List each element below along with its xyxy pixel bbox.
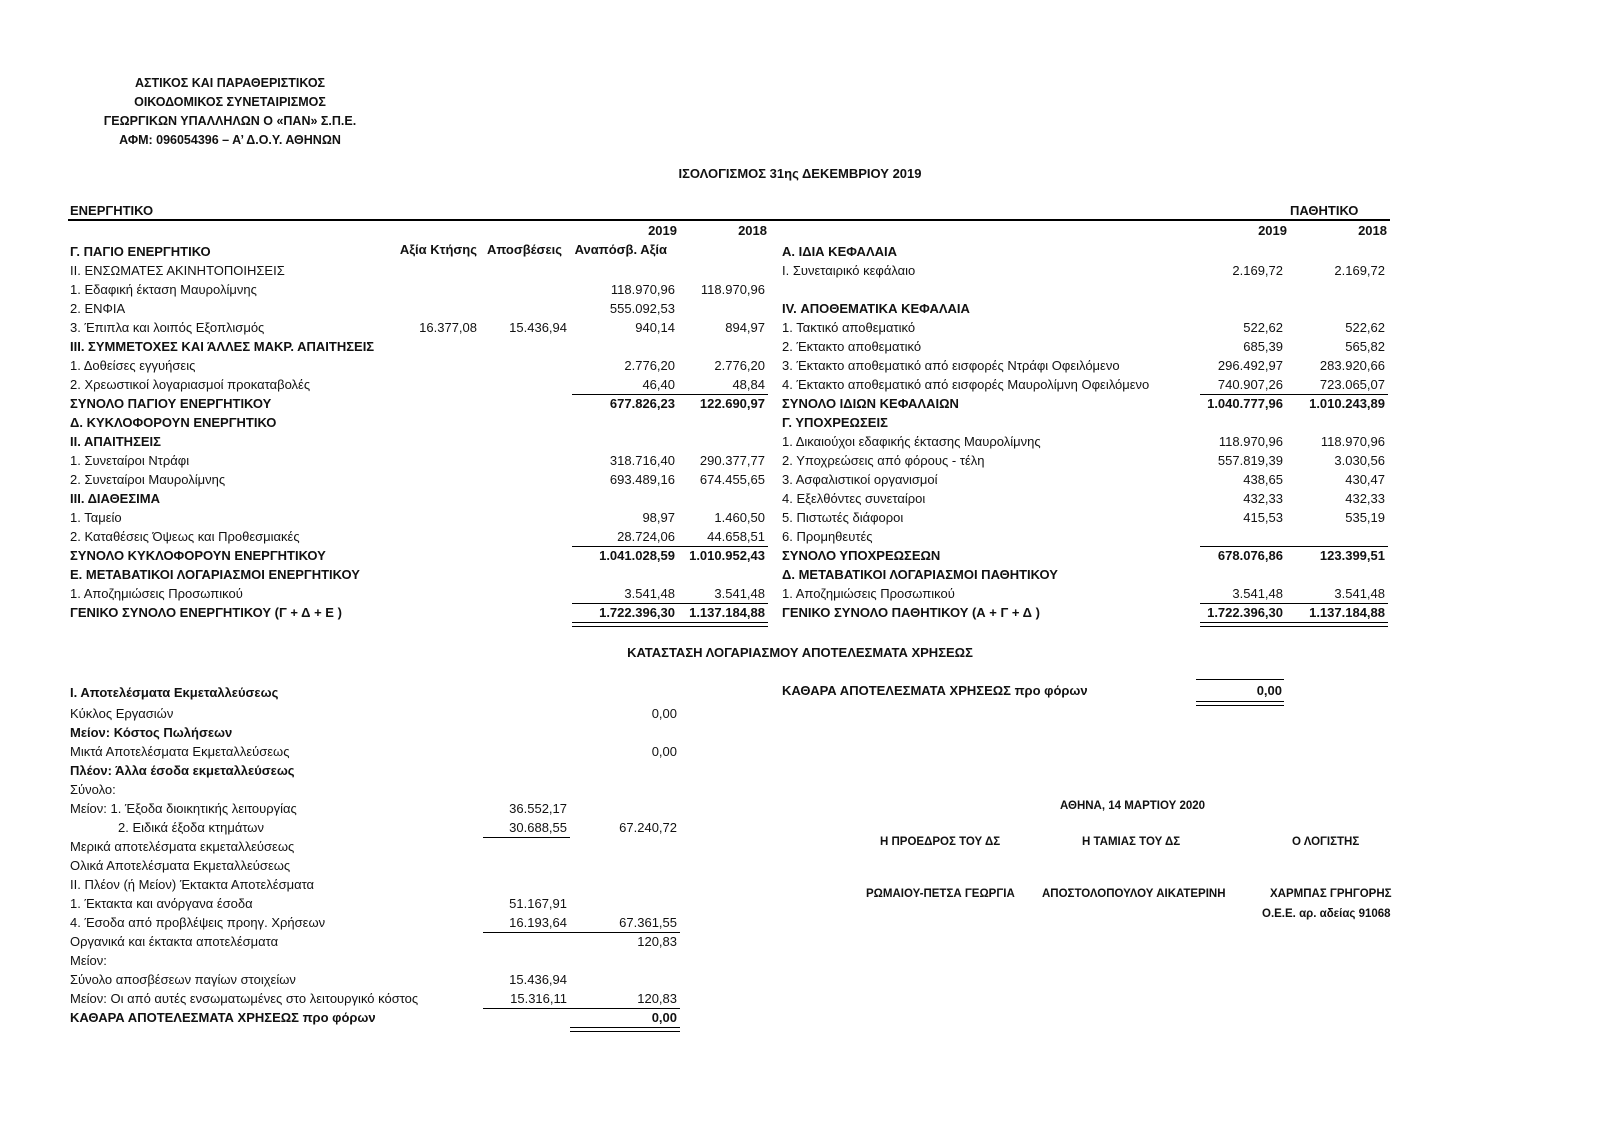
assets-col-acquisition: Αξία Κτήσης xyxy=(399,242,477,257)
income-row-label: Μείον: Κόστος Πωλήσεων xyxy=(70,725,233,740)
liabilities-row-label: 3. Ασφαλιστικοί οργανισμοί xyxy=(782,472,938,487)
income-value-a: 36.552,17 xyxy=(509,801,567,816)
income-row-label: Μικτά Αποτελέσματα Εκμεταλλεύσεως xyxy=(70,744,290,759)
assets-row-label: ΙΙ. ΑΠΑΙΤΗΣΕΙΣ xyxy=(70,434,161,449)
assets-row-label: 3. Έπιπλα και λοιπός Εξοπλισμός xyxy=(70,320,265,335)
liabilities-row-label: 5. Πιστωτές διάφοροι xyxy=(782,510,904,525)
assets-depreciation-value: 15.436,94 xyxy=(509,320,567,335)
income-row-label: Πλέον: Άλλα έσοδα εκμεταλλεύσεως xyxy=(70,763,295,778)
liabilities-total-double-rule xyxy=(1200,622,1388,627)
income-a-rule xyxy=(483,1008,570,1009)
liabilities-subtotal-rule xyxy=(1200,394,1388,395)
assets-value-2019: 2.776,20 xyxy=(624,358,675,373)
liabilities-value-2019: 678.076,86 xyxy=(1217,548,1283,563)
assets-row-label: 1. Εδαφική έκταση Μαυρολίμνης xyxy=(70,282,257,297)
liabilities-row-label: IV. ΑΠΟΘΕΜΑΤΙΚΑ ΚΕΦΑΛΑΙΑ xyxy=(782,301,970,316)
assets-value-2019: 28.724,06 xyxy=(617,529,675,544)
income-row-label: 4. Έσοδα από προβλέψεις προηγ. Χρήσεων xyxy=(70,915,326,930)
assets-total-double-rule xyxy=(572,622,768,627)
income-a-rule xyxy=(483,837,570,838)
assets-value-2019: 693.489,16 xyxy=(609,472,675,487)
liabilities-value-2018: 565,82 xyxy=(1345,339,1385,354)
income-row-label: Κύκλος Εργασιών xyxy=(70,706,174,721)
net-result-top-rule xyxy=(1196,679,1284,680)
income-value-a: 15.436,94 xyxy=(509,972,567,987)
assets-row-label: Δ. ΚΥΚΛΟΦΟΡΟΥΝ ΕΝΕΡΓΗΤΙΚΟ xyxy=(70,415,277,430)
income-a-rule xyxy=(483,932,570,933)
assets-acquisition-value: 16.377,08 xyxy=(419,320,477,335)
liabilities-value-2018: 3.030,56 xyxy=(1334,453,1385,468)
assets-subtotal-rule xyxy=(572,603,768,604)
assets-value-2018: 122.690,97 xyxy=(699,396,765,411)
liabilities-value-2018: 432,33 xyxy=(1345,491,1385,506)
assets-row-label: ΣΥΝΟΛΟ ΠΑΓΙΟΥ ΕΝΕΡΓΗΤΙΚΟΥ xyxy=(70,396,272,411)
liabilities-row-label: 4. Έκτακτο αποθεματικό από εισφορές Μαυρολίμνη Οφειλόμενο xyxy=(782,377,1150,392)
balance-sheet-title: ΙΣΟΛΟΓΙΣΜΟΣ 31ης ΔΕΚΕΜΒΡΙΟΥ 2019 xyxy=(678,166,922,181)
assets-value-2019: 940,14 xyxy=(635,320,675,335)
assets-value-2018: 1.010.952,43 xyxy=(689,548,765,563)
income-value-a: 15.316,11 xyxy=(510,991,567,1006)
assets-value-2018: 3.541,48 xyxy=(714,586,765,601)
assets-row-label: Ε. ΜΕΤΑΒΑΤΙΚΟΙ ΛΟΓΑΡΙΑΣΜΟΙ ΕΝΕΡΓΗΤΙΚΟΥ xyxy=(70,567,360,582)
liabilities-value-2019: 3.541,48 xyxy=(1232,586,1283,601)
liabilities-value-2019: 438,65 xyxy=(1243,472,1283,487)
liabilities-value-2019: 740.907,26 xyxy=(1217,377,1283,392)
assets-subtotal-rule xyxy=(572,546,768,547)
assets-value-2018: 1.460,50 xyxy=(714,510,765,525)
income-value-b: 0,00 xyxy=(651,706,677,721)
income-row-label: Οργανικά και έκτακτα αποτελέσματα xyxy=(70,934,279,949)
assets-value-2018: 290.377,77 xyxy=(699,453,765,468)
assets-col-2019: 2019 xyxy=(648,223,677,238)
net-result-double-rule xyxy=(1196,701,1284,706)
accountant-license: Ο.Ε.Ε. αρ. αδείας 91068 xyxy=(1262,908,1391,920)
assets-value-2018: 674.455,65 xyxy=(699,472,765,487)
org-line-3: ΓΕΩΡΓΙΚΩΝ ΥΠΑΛΛΗΛΩΝ Ο «ΠΑΝ» Σ.Π.Ε. xyxy=(103,114,357,128)
assets-value-2019: 3.541,48 xyxy=(624,586,675,601)
liabilities-row-label: ΣΥΝΟΛΟ ΙΔΙΩΝ ΚΕΦΑΛΑΙΩΝ xyxy=(782,396,959,411)
assets-row-label: Γ. ΠΑΓΙΟ ΕΝΕΡΓΗΤΙΚΟ xyxy=(70,244,211,259)
income-row-label: Μερικά αποτελέσματα εκμεταλλεύσεως xyxy=(70,839,295,854)
name-treasurer: ΑΠΟΣΤΟΛΟΠΟΥΛΟΥ ΑΙΚΑΤΕΡΙΝΗ xyxy=(1042,888,1226,900)
liabilities-row-label: 3. Έκτακτο αποθεματικό από εισφορές Ντράφι Οφειλόμενο xyxy=(782,358,1120,373)
liabilities-value-2018: 3.541,48 xyxy=(1334,586,1385,601)
liabilities-row-label: 6. Προμηθευτές xyxy=(782,529,873,544)
liabilities-row-label: ΣΥΝΟΛΟ ΥΠΟΧΡΕΩΣΕΩΝ xyxy=(782,548,941,563)
assets-value-2019: 1.041.028,59 xyxy=(599,548,675,563)
income-row-label: 2. Ειδικά έξοδα κτημάτων xyxy=(118,820,264,835)
assets-heading: ΕΝΕΡΓΗΤΙΚΟ xyxy=(70,203,154,218)
name-accountant: ΧΑΡΜΠΑΣ ΓΡΗΓΟΡΗΣ xyxy=(1270,888,1392,900)
place-date: ΑΘΗΝΑ, 14 ΜΑΡΤΙΟΥ 2020 xyxy=(1060,800,1206,812)
income-row-label: Σύνολο αποσβέσεων παγίων στοιχείων xyxy=(70,972,296,987)
liabilities-row-label: 2. Έκτακτο αποθεματικό xyxy=(782,339,922,354)
assets-value-2019: 677.826,23 xyxy=(609,396,675,411)
income-value-a: 51.167,91 xyxy=(509,896,567,911)
liabilities-value-2018: 1.010.243,89 xyxy=(1309,396,1385,411)
assets-row-label: 1. Δοθείσες εγγυήσεις xyxy=(70,358,196,373)
organization-header xyxy=(90,74,370,150)
liabilities-value-2019: 1.722.396,30 xyxy=(1207,605,1283,620)
liabilities-value-2019: 522,62 xyxy=(1243,320,1283,335)
org-line-1: ΑΣΤΙΚΟΣ ΚΑΙ ΠΑΡΑΘΕΡΙΣΤΙΚΟΣ xyxy=(134,76,326,90)
assets-value-2019: 555.092,53 xyxy=(609,301,675,316)
assets-subtotal-rule xyxy=(572,394,768,395)
liabilities-value-2019: 1.040.777,96 xyxy=(1207,396,1283,411)
role-accountant: Ο ΛΟΓΙΣΤΗΣ xyxy=(1292,836,1360,848)
income-statement-title: ΚΑΤΑΣΤΑΣΗ ΛΟΓΑΡΙΑΣΜΟΥ ΑΠΟΤΕΛΕΣΜΑΤΑ ΧΡΗΣΕΩΣ xyxy=(627,645,973,660)
assets-col-2018: 2018 xyxy=(738,223,767,238)
liabilities-row-label: 2. Υποχρεώσεις από φόρους - τέλη xyxy=(782,453,985,468)
role-treasurer: Η ΤΑΜΙΑΣ ΤΟΥ ΔΣ xyxy=(1082,836,1181,848)
assets-value-2019: 318.716,40 xyxy=(609,453,675,468)
income-b-rule xyxy=(570,932,680,933)
liabilities-value-2018: 723.065,07 xyxy=(1319,377,1385,392)
liabilities-value-2018: 535,19 xyxy=(1345,510,1385,525)
liabilities-row-label: 1. Δικαιούχοι εδαφικής έκτασης Μαυρολίμνης xyxy=(782,434,1041,449)
liabilities-row-label: Δ. ΜΕΤΑΒΑΤΙΚΟΙ ΛΟΓΑΡΙΑΣΜΟΙ ΠΑΘΗΤΙΚΟΥ xyxy=(782,567,1058,582)
income-row-label: Ι. Αποτελέσματα Εκμεταλλεύσεως xyxy=(70,685,279,700)
org-line-4: ΑΦΜ: 096054396 – Α’ Δ.Ο.Υ. ΑΘΗΝΩΝ xyxy=(119,133,341,147)
liabilities-row-label: ΓΕΝΙΚΟ ΣΥΝΟΛΟ ΠΑΘΗΤΙΚΟΥ (Α + Γ + Δ ) xyxy=(782,605,1040,620)
net-result-value: 0,00 xyxy=(1256,683,1282,698)
assets-value-2019: 98,97 xyxy=(642,510,675,525)
assets-row-label: ΓΕΝΙΚΟ ΣΥΝΟΛΟ ΕΝΕΡΓΗΤΙΚΟΥ (Γ + Δ + Ε ) xyxy=(70,605,342,620)
liabilities-value-2018: 2.169,72 xyxy=(1334,263,1385,278)
liabilities-value-2019: 118.970,96 xyxy=(1218,434,1283,449)
net-result-label: ΚΑΘΑΡΑ ΑΠΟΤΕΛΕΣΜΑΤΑ ΧΡΗΣΕΩΣ προ φόρων xyxy=(782,683,1088,698)
assets-row-label: 1. Ταμείο xyxy=(70,510,122,525)
liabilities-row-label: Α. ΙΔΙΑ ΚΕΦΑΛΑΙΑ xyxy=(782,244,898,259)
income-value-b: 0,00 xyxy=(651,744,677,759)
liabilities-row-label: Ι. Συνεταιρικό κεφάλαιο xyxy=(782,263,916,278)
income-row-label: Μείον: 1. Έξοδα διοικητικής λειτουργίας xyxy=(70,801,297,816)
assets-value-2018: 118.970,96 xyxy=(700,282,765,297)
income-value-b: 120,83 xyxy=(637,991,677,1006)
liabilities-row-label: 1. Τακτικό αποθεματικό xyxy=(782,320,916,335)
assets-row-label: ΙΙΙ. ΣΥΜΜΕΤΟΧΕΣ ΚΑΙ ΆΛΛΕΣ ΜΑΚΡ. ΑΠΑΙΤΗΣΕΙΣ xyxy=(70,339,375,354)
role-president: Η ΠΡΟΕΔΡΟΣ ΤΟΥ ΔΣ xyxy=(880,836,1001,848)
income-row-label: Μείον: xyxy=(70,953,107,968)
assets-row-label: 1. Συνεταίροι Ντράφι xyxy=(70,453,190,468)
liabilities-value-2019: 685,39 xyxy=(1243,339,1283,354)
assets-row-label: 2. ΕΝΦΙΑ xyxy=(70,301,126,316)
liabilities-value-2018: 118.970,96 xyxy=(1320,434,1385,449)
assets-row-label: ΙΙ. ΕΝΣΩΜΑΤΕΣ ΑΚΙΝΗΤΟΠΟΙΗΣΕΙΣ xyxy=(70,263,285,278)
assets-row-label: 1. Αποζημιώσεις Προσωπικού xyxy=(70,586,243,601)
liabilities-value-2018: 522,62 xyxy=(1345,320,1385,335)
liabilities-value-2019: 432,33 xyxy=(1243,491,1283,506)
income-row-label: Ολικά Αποτελέσματα Εκμεταλλεύσεως xyxy=(70,858,291,873)
assets-value-2019: 118.970,96 xyxy=(610,282,675,297)
income-row-label: Σύνολο: xyxy=(70,782,116,797)
income-value-b: 67.240,72 xyxy=(619,820,677,835)
assets-row-label: 2. Καταθέσεις Όψεως και Προθεσμιακές xyxy=(70,529,300,544)
assets-value-2018: 894,97 xyxy=(725,320,765,335)
liabilities-row-label: 4. Εξελθόντες συνεταίροι xyxy=(782,491,926,506)
liabilities-value-2019: 2.169,72 xyxy=(1232,263,1283,278)
org-line-2: ΟΙΚΟΔΟΜΙΚΟΣ ΣΥΝΕΤΑΙΡΙΣΜΟΣ xyxy=(134,95,326,109)
assets-row-label: 2. Χρεωστικοί λογαριασμοί προκαταβολές xyxy=(70,377,311,392)
liabilities-value-2018: 283.920,66 xyxy=(1319,358,1385,373)
liabilities-value-2019: 557.819,39 xyxy=(1217,453,1283,468)
name-president: ΡΩΜΑΙΟΥ-ΠΕΤΣΑ ΓΕΩΡΓΙΑ xyxy=(866,888,1015,900)
assets-row-label: 2. Συνεταίροι Μαυρολίμνης xyxy=(70,472,226,487)
assets-value-2019: 46,40 xyxy=(642,377,675,392)
income-value-a: 30.688,55 xyxy=(509,820,567,835)
liabilities-value-2018: 430,47 xyxy=(1345,472,1385,487)
liabilities-row-label: 1. Αποζημιώσεις Προσωπικού xyxy=(782,586,955,601)
assets-row-label: ΙΙΙ. ΔΙΑΘΕΣΙΜΑ xyxy=(70,491,160,506)
liabilities-subtotal-rule xyxy=(1200,546,1388,547)
liabilities-value-2018: 123.399,51 xyxy=(1319,548,1385,563)
income-row-label: ΙΙ. Πλέον (ή Μείον) Έκτακτα Αποτελέσματα xyxy=(70,877,315,892)
top-rule xyxy=(68,219,1390,221)
liabilities-col-2018: 2018 xyxy=(1358,223,1387,238)
assets-value-2019: 1.722.396,30 xyxy=(599,605,675,620)
assets-value-2018: 44.658,51 xyxy=(707,529,765,544)
liabilities-heading: ΠΑΘΗΤΙΚΟ xyxy=(1290,203,1359,218)
assets-col-depreciation: Αποσβέσεις xyxy=(486,242,562,257)
assets-value-2018: 2.776,20 xyxy=(714,358,765,373)
assets-value-2018: 1.137.184,88 xyxy=(689,605,765,620)
income-value-b: 0,00 xyxy=(651,1010,677,1025)
income-value-a: 16.193,64 xyxy=(509,915,567,930)
income-value-b: 67.361,55 xyxy=(619,915,677,930)
liabilities-row-label: Γ. ΥΠΟΧΡΕΩΣΕΙΣ xyxy=(782,415,888,430)
liabilities-col-2019: 2019 xyxy=(1258,223,1287,238)
income-row-label: 1. Έκτακτα και ανόργανα έσοδα xyxy=(70,896,253,911)
income-value-b: 120,83 xyxy=(637,934,677,949)
liabilities-value-2018: 1.137.184,88 xyxy=(1309,605,1385,620)
income-b-rule xyxy=(570,1008,680,1009)
income-row-label: Μείον: Οι από αυτές ενσωματωμένες στο λειτουργικό κόστος xyxy=(70,991,419,1006)
income-b-double-rule xyxy=(570,1027,680,1032)
income-row-label: ΚΑΘΑΡΑ ΑΠΟΤΕΛΕΣΜΑΤΑ ΧΡΗΣΕΩΣ προ φόρων xyxy=(70,1010,376,1025)
liabilities-value-2019: 296.492,97 xyxy=(1217,358,1283,373)
assets-col-net-value: Αναπόσβ. Αξία xyxy=(574,242,667,257)
liabilities-subtotal-rule xyxy=(1200,603,1388,604)
liabilities-value-2019: 415,53 xyxy=(1243,510,1283,525)
assets-value-2018: 48,84 xyxy=(732,377,765,392)
assets-row-label: ΣΥΝΟΛΟ ΚΥΚΛΟΦΟΡΟΥΝ ΕΝΕΡΓΗΤΙΚΟΥ xyxy=(70,548,326,563)
